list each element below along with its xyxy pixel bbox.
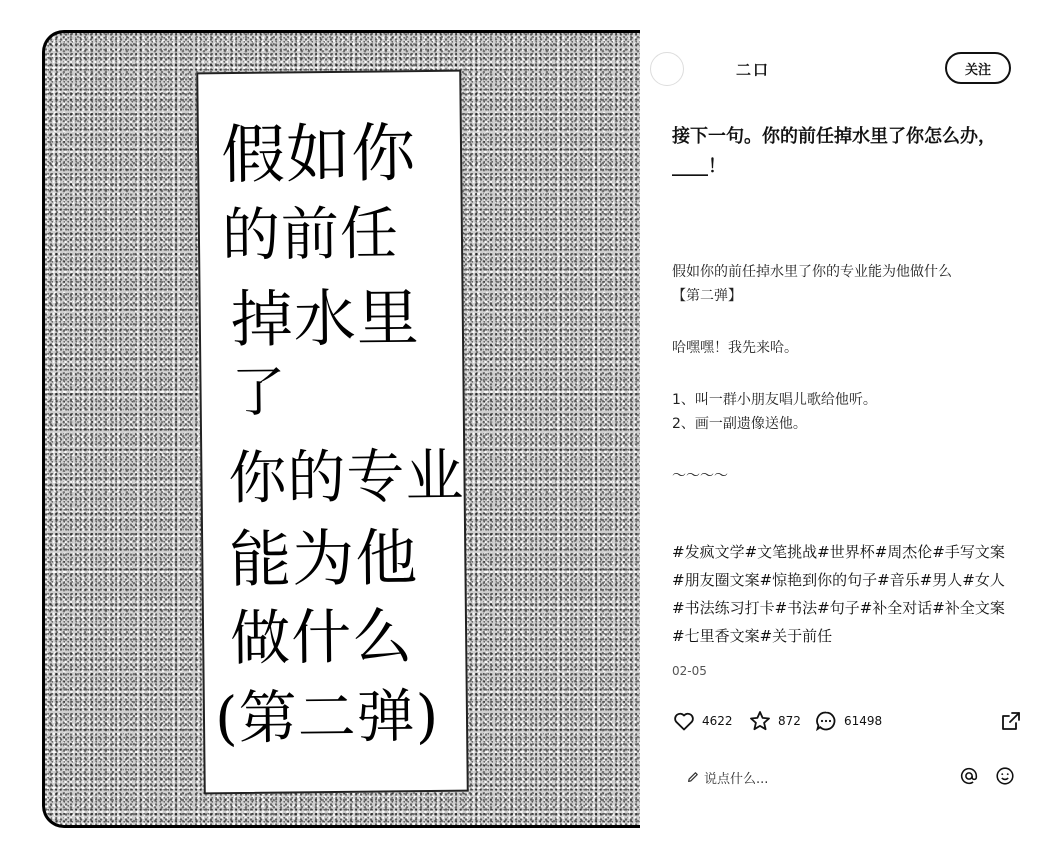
handwriting-line: 掉水里	[230, 281, 421, 357]
post-detail-panel	[640, 30, 1053, 828]
body-line: 2、画一副遗像送他。	[672, 416, 807, 432]
engagement-bar	[672, 706, 1017, 736]
body-line: 【第二弹】	[672, 288, 742, 304]
handwriting-line: 假如你	[220, 117, 417, 194]
like-count: 4622	[702, 714, 733, 728]
collect-count: 872	[778, 714, 801, 728]
share-button[interactable]	[999, 706, 1023, 736]
comment-count: 61498	[844, 714, 883, 728]
post-tags[interactable]: #发疯文学#文笔挑战#世界杯#周杰伦#手写文案#朋友圈文案#惊艳到你的句子#音乐#男人#女人#书法练习打卡#书法#句子#补全对话#补全文案#七里香文案#关于前任	[672, 543, 1005, 645]
comment-button[interactable]	[814, 706, 882, 736]
collect-button[interactable]	[748, 706, 801, 736]
post-body	[672, 260, 1017, 488]
star-icon	[748, 709, 772, 733]
handwriting-line: 做什么	[229, 602, 414, 675]
body-line: ～～～～	[672, 468, 728, 484]
body-line: 1、叫一群小朋友唱儿歌给他听。	[672, 392, 877, 408]
body-line: 假如你的前任掉水里了你的专业能为他做什么	[672, 264, 952, 280]
avatar[interactable]	[650, 52, 684, 86]
comment-input[interactable]	[686, 764, 768, 790]
follow-button[interactable]: 关注	[945, 52, 1011, 84]
emoji-icon	[994, 765, 1016, 787]
share-icon	[999, 709, 1023, 733]
author-row	[650, 52, 1010, 86]
like-button[interactable]	[672, 706, 733, 736]
handwriting-line: (第二弹)	[214, 681, 440, 753]
post-title: 接下一句。你的前任掉水里了你怎么办，____！	[672, 126, 996, 177]
body-line: 哈嘿嘿！我先来哈。	[672, 340, 798, 356]
at-icon	[958, 765, 980, 787]
handwriting-line: 了	[231, 360, 287, 425]
comment-bar	[686, 764, 1016, 790]
handwriting-line: 能为他	[228, 521, 419, 597]
handwriting-line: 你的专业	[228, 441, 465, 513]
handwriting-line: 的前任	[221, 199, 400, 270]
mention-button[interactable]	[958, 765, 980, 791]
post-date: 02-05	[672, 664, 707, 678]
handwritten-note	[196, 70, 469, 795]
heart-icon	[672, 709, 696, 733]
emoji-button[interactable]	[994, 765, 1016, 791]
author-name[interactable]: 二口	[736, 61, 771, 79]
pencil-icon	[686, 770, 700, 784]
comment-icon	[814, 709, 838, 733]
post-image[interactable]	[42, 30, 640, 828]
comment-placeholder: 说点什么...	[704, 771, 769, 787]
